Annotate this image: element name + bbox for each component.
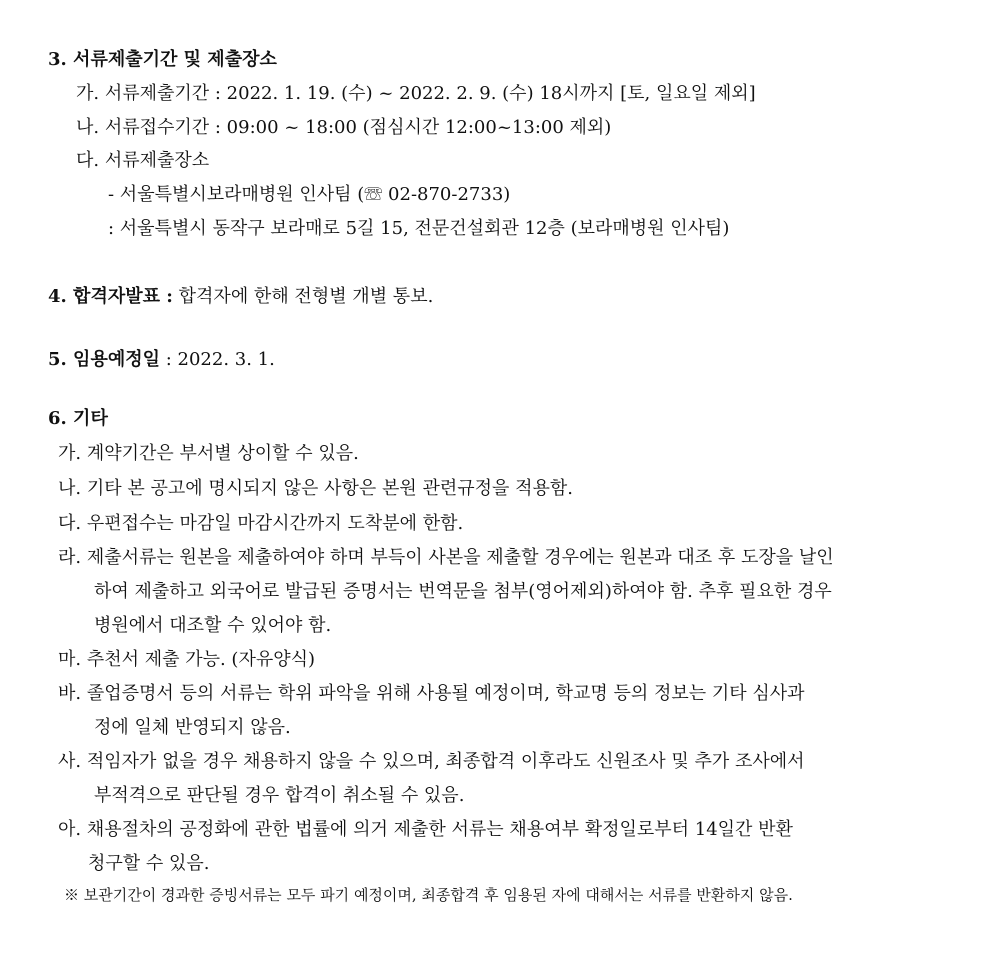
section-5-text: : 2022. 3. 1. bbox=[165, 349, 275, 370]
submission-period: 가. 서류제출기간 : 2022. 1. 19. (수) ~ 2022. 2. 9. (수) 18시까지 [토, 일요일 제외] bbox=[76, 83, 756, 104]
submission-place-contact: - 서울특별시보라매병원 인사팀 (☏ 02-870-2733) bbox=[108, 184, 511, 205]
section-4 bbox=[48, 285, 433, 309]
section-6-title: 6. 기타 bbox=[48, 408, 108, 429]
other-item-sa-line-1: 사. 적임자가 없을 경우 채용하지 않을 수 있으며, 최종합격 이후라도 신원조사 및 추가 조사에서 bbox=[58, 751, 805, 772]
other-item-da: 다. 우편접수는 마감일 마감시간까지 도착분에 한함. bbox=[58, 513, 464, 534]
other-item-a-line-2: 청구할 수 있음. bbox=[88, 853, 210, 874]
other-item-a-line-1: 아. 채용절차의 공정화에 관한 법률에 의거 제출한 서류는 채용여부 확정일로부터 14일간 반환 bbox=[58, 819, 793, 840]
other-item-ra-line-1: 라. 제출서류는 원본을 제출하여야 하며 부득이 사본을 제출할 경우에는 원본과 대조 후 도장을 날인 bbox=[58, 547, 834, 568]
submission-place-label: 다. 서류제출장소 bbox=[76, 150, 210, 171]
other-item-ma: 마. 추천서 제출 가능. (자유양식) bbox=[58, 649, 316, 670]
section-4-text: 합격자에 한해 전형별 개별 통보. bbox=[178, 286, 434, 307]
retention-note: ※ 보관기간이 경과한 증빙서류는 모두 파기 예정이며, 최종합격 후 임용된 자에 대해서는 서류를 반환하지 않음. bbox=[64, 886, 793, 904]
section-4-label: 4. 합격자발표 : bbox=[48, 286, 173, 307]
submission-place-address: : 서울특별시 동작구 보라매로 5길 15, 전문건설회관 12층 (보라매병원 인사팀) bbox=[108, 218, 730, 239]
other-item-ra-line-3: 병원에서 대조할 수 있어야 함. bbox=[94, 615, 332, 636]
other-item-ra-line-2: 하여 제출하고 외국어로 발급된 증명서는 번역문을 첨부(영어제외)하여야 함. 추후 필요한 경우 bbox=[94, 581, 832, 602]
other-item-ba-line-2: 정에 일체 반영되지 않음. bbox=[94, 717, 291, 738]
other-item-ba-line-1: 바. 졸업증명서 등의 서류는 학위 파악을 위해 사용될 예정이며, 학교명 등의 정보는 기타 심사과 bbox=[58, 683, 805, 704]
reception-hours: 나. 서류접수기간 : 09:00 ~ 18:00 (점심시간 12:00~13:00 제외) bbox=[76, 117, 612, 138]
other-item-ga: 가. 계약기간은 부서별 상이할 수 있음. bbox=[58, 443, 359, 464]
section-5 bbox=[48, 348, 275, 372]
section-5-label: 5. 임용예정일 bbox=[48, 349, 160, 370]
other-item-na: 나. 기타 본 공고에 명시되지 않은 사항은 본원 관련규정을 적용함. bbox=[58, 478, 574, 499]
other-item-sa-line-2: 부적격으로 판단될 경우 합격이 취소될 수 있음. bbox=[94, 785, 465, 806]
section-3-title: 3. 서류제출기간 및 제출장소 bbox=[48, 49, 277, 70]
